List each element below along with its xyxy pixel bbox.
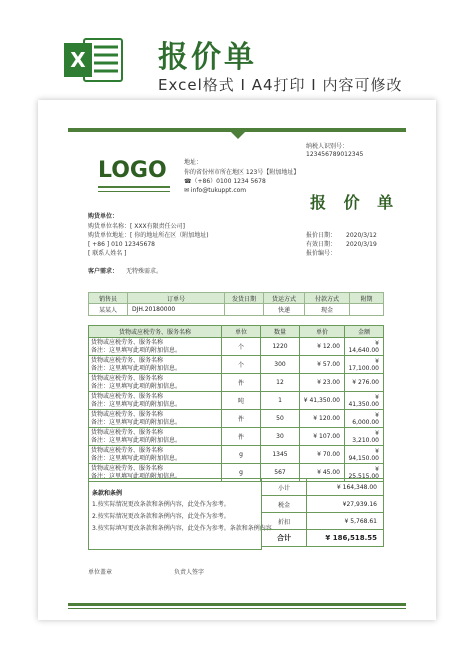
item-desc xyxy=(89,374,222,392)
item-price: ¥ 120.00 xyxy=(300,410,345,428)
item-price: ¥ 107.00 xyxy=(300,428,345,446)
totals-label: 折扣 xyxy=(262,513,307,530)
terms-line: 3.按实际填写更改条款和条例内容，此处作为参考。条款和条例内容 xyxy=(92,525,272,532)
item-amount: ¥ 25,515.00 xyxy=(345,464,384,482)
order-cell: 现金 xyxy=(305,304,350,316)
items-header: 金额 xyxy=(345,326,384,338)
item-note: 备注：这里填写此项的附加信息。 xyxy=(91,382,182,390)
item-note: 备注：这里填写此项的附加信息。 xyxy=(91,400,182,408)
item-unit: g xyxy=(222,464,261,482)
item-row xyxy=(89,338,384,356)
buyer-line: 购货单位名称：[ XXX有限责任公司] xyxy=(88,223,185,230)
item-desc xyxy=(89,338,222,356)
date-label: 有效日期： xyxy=(306,241,337,248)
order-cell: 快递 xyxy=(264,304,305,316)
item-amount: ¥ 6,000.00 xyxy=(345,410,384,428)
item-name: 货物或应税劳务、服务名称 xyxy=(91,446,164,454)
item-amount: ¥ 276.00 xyxy=(345,374,384,392)
item-name: 货物或应税劳务、服务名称 xyxy=(91,356,164,364)
item-price: ¥ 57.00 xyxy=(300,356,345,374)
customer-req-label: 客户需求： xyxy=(88,268,119,275)
order-header: 销售员 xyxy=(89,293,128,304)
page-title: 报价单 xyxy=(158,40,257,75)
bottom-accent-bar xyxy=(68,603,406,606)
item-unit: 件 xyxy=(222,410,261,428)
order-header-row xyxy=(89,293,384,304)
item-price: ¥ 45.00 xyxy=(300,464,345,482)
date-label: 报价编号： xyxy=(306,250,337,257)
grand-total-row xyxy=(262,530,384,547)
items-table xyxy=(88,325,384,482)
item-note: 备注：这里填写此项的附加信息。 xyxy=(91,364,182,372)
item-name: 货物或应税劳务、服务名称 xyxy=(91,428,164,436)
item-note: 备注：这里填写此项的附加信息。 xyxy=(91,418,182,426)
item-unit: 吨 xyxy=(222,392,261,410)
stamp-label: 单位盖章 xyxy=(88,569,113,576)
item-note: 备注：这里填写此项的附加信息。 xyxy=(91,472,182,480)
items-header-row xyxy=(89,326,384,338)
order-header: 付款方式 xyxy=(305,293,350,304)
item-amount: ¥ 17,100.00 xyxy=(345,356,384,374)
terms-line: 2.按实际情况更改条款和条例内容，此处作为参考。 xyxy=(92,513,230,520)
totals-value: ¥27,939.16 xyxy=(307,496,384,513)
quote-title: 报 价 单 xyxy=(310,193,400,212)
items-header: 单价 xyxy=(300,326,345,338)
totals-label: 税金 xyxy=(262,496,307,513)
item-unit: 个 xyxy=(222,338,261,356)
item-unit: g xyxy=(222,446,261,464)
totals-row xyxy=(262,479,384,496)
seller-id-label: 纳税人识别号： xyxy=(306,143,349,150)
item-row xyxy=(89,374,384,392)
logo: LOGO xyxy=(98,158,167,183)
item-price: ¥ 23.00 xyxy=(300,374,345,392)
address-label: 地址： xyxy=(184,159,203,166)
item-amount: ¥ 3,210.00 xyxy=(345,428,384,446)
item-desc xyxy=(89,356,222,374)
item-qty: 1220 xyxy=(261,338,300,356)
item-desc xyxy=(89,446,222,464)
order-header: 订单号 xyxy=(128,293,225,304)
item-row xyxy=(89,410,384,428)
item-qty: 50 xyxy=(261,410,300,428)
top-notch xyxy=(231,132,245,139)
item-row xyxy=(89,356,384,374)
totals-row xyxy=(262,513,384,530)
excel-icon-letter: X xyxy=(70,48,86,72)
item-qty: 12 xyxy=(261,374,300,392)
item-unit: 件 xyxy=(222,374,261,392)
date-label: 报价日期： xyxy=(306,232,337,239)
item-qty: 1 xyxy=(261,392,300,410)
item-amount: ¥ 14,640.00 xyxy=(345,338,384,356)
excel-icon xyxy=(62,35,124,85)
buyer-line: [ 联系人姓名 ] xyxy=(88,250,127,257)
items-header: 货物或应税劳务、服务名称 xyxy=(89,326,222,338)
item-unit: 件 xyxy=(222,428,261,446)
order-cell xyxy=(350,304,384,316)
item-price: ¥ 41,350.00 xyxy=(300,392,345,410)
items-header: 单位 xyxy=(222,326,261,338)
item-name: 货物或应税劳务、服务名称 xyxy=(91,374,164,382)
customer-req-value: 无特殊需求。 xyxy=(126,268,163,275)
totals-value: ¥ 5,768.61 xyxy=(307,513,384,530)
buyer-line: 购货单位地址：[ 你的地址所在区（附加地址) xyxy=(88,232,209,239)
order-info-table xyxy=(88,292,384,316)
order-cell xyxy=(225,304,264,316)
logo-underline xyxy=(98,186,170,188)
item-amount: ¥ 41,350.00 xyxy=(345,392,384,410)
item-row xyxy=(89,446,384,464)
totals-value: ¥ 164,348.00 xyxy=(307,479,384,496)
item-price: ¥ 12.00 xyxy=(300,338,345,356)
order-header: 附期 xyxy=(350,293,384,304)
order-cell: DJH.20180000 xyxy=(128,304,225,316)
terms-title: 条款和条例 xyxy=(92,490,123,497)
item-name: 货物或应税劳务、服务名称 xyxy=(91,410,164,418)
item-unit: 个 xyxy=(222,356,261,374)
order-cell: 某某人 xyxy=(89,304,128,316)
seller-id-value: 123456789012345 xyxy=(306,151,364,158)
email: ✉ info@tukuppt.com xyxy=(184,187,247,194)
date-value: 2020/3/19 xyxy=(346,241,377,248)
totals-row xyxy=(262,496,384,513)
order-header: 货运方式 xyxy=(264,293,305,304)
address-line: 你的省份州市所在地区 123号【附加地址】 xyxy=(184,169,300,176)
totals-label: 小计 xyxy=(262,479,307,496)
order-header: 发货日期 xyxy=(225,293,264,304)
item-amount: ¥ 94,150.00 xyxy=(345,446,384,464)
item-qty: 567 xyxy=(261,464,300,482)
item-desc xyxy=(89,428,222,446)
item-qty: 1345 xyxy=(261,446,300,464)
item-note: 备注：这里填写此项的附加信息。 xyxy=(91,346,182,354)
item-desc xyxy=(89,410,222,428)
item-price: ¥ 70.00 xyxy=(300,446,345,464)
sign-label: 负责人签字 xyxy=(174,569,205,576)
logo-underline-thin xyxy=(98,191,170,192)
buyer-label: 购货单位： xyxy=(88,213,119,220)
item-desc xyxy=(89,392,222,410)
buyer-line: [ +86 ] 010 12345678 xyxy=(88,241,155,248)
date-value: 2020/3/12 xyxy=(346,232,377,239)
phone: ☎（+86）0100 1234 5678 xyxy=(184,178,266,185)
item-qty: 30 xyxy=(261,428,300,446)
terms-line: 1.按实际情况更改条款和条例内容，此处作为参考。 xyxy=(92,501,230,508)
items-header: 数量 xyxy=(261,326,300,338)
bottom-accent-line xyxy=(68,608,406,609)
page-subtitle: Excel格式 I A4打印 I 内容可修改 xyxy=(158,76,403,94)
item-name: 货物或应税劳务、服务名称 xyxy=(91,464,164,472)
item-note: 备注：这里填写此项的附加信息。 xyxy=(91,436,182,444)
item-row xyxy=(89,428,384,446)
item-note: 备注：这里填写此项的附加信息。 xyxy=(91,454,182,462)
item-name: 货物或应税劳务、服务名称 xyxy=(91,338,164,346)
item-name: 货物或应税劳务、服务名称 xyxy=(91,392,164,400)
item-qty: 300 xyxy=(261,356,300,374)
grand-total-value: ¥ 186,518.55 xyxy=(307,530,384,547)
item-row xyxy=(89,392,384,410)
totals-table xyxy=(261,478,384,547)
grand-total-label: 合计 xyxy=(262,530,307,547)
order-row xyxy=(89,304,384,316)
